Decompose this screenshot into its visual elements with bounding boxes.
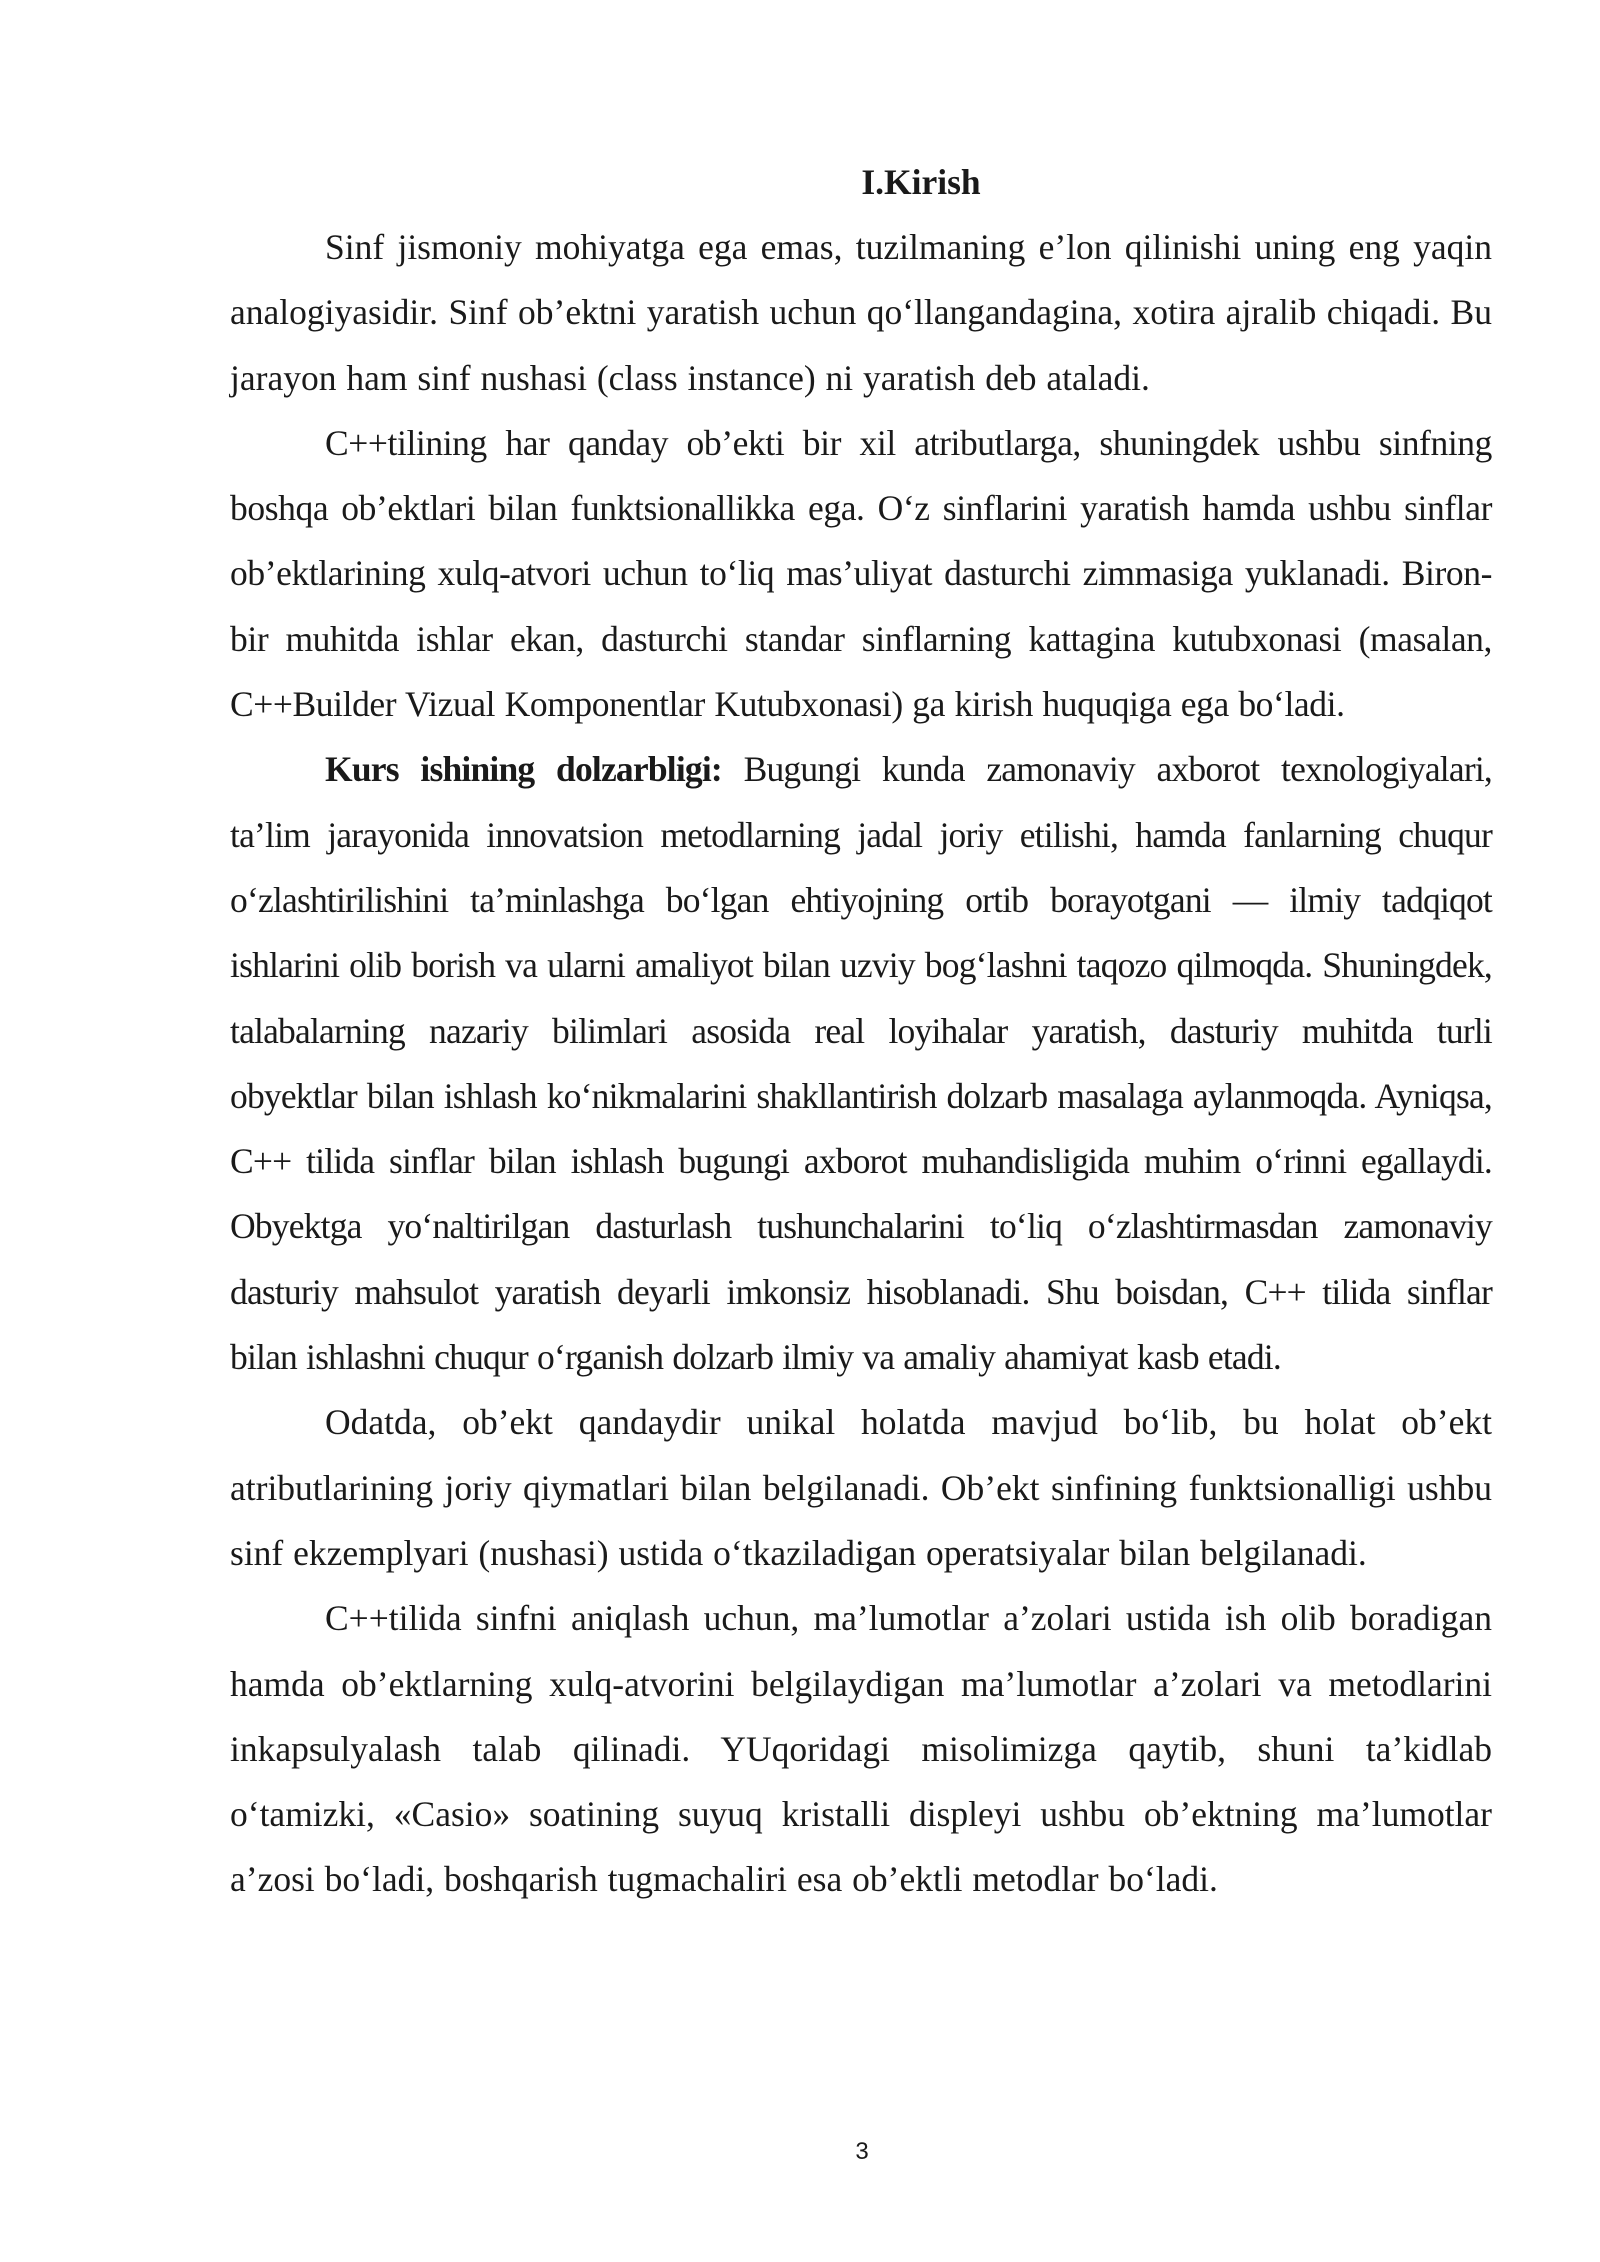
- relevance-text: Bugungi kunda zamonaviy axborot texnologiyalari, ta’lim jarayonida innovatsion metodlarning jadal joriy etilishi, hamda fanlarning chuqur o‘zlashtirilishini ta’minlashga bo‘lgan ehtiyojning ortib borayotgani — ilmiy tadqiqot ishlarini olib borish va ularni amaliyot bilan uzviy bog‘lashni taqozo qilmoqda. Shuningdek, talabalarning nazariy bilimlari asosida real loyihalar yaratish, dasturiy muhitda turli obyektlar bilan ishlash ko‘nikmalarini shakllantirish dolzarb masalaga aylanmoqda. Ayniqsa, C++ tilida sinflar bilan ishlash bugungi axborot muhandisligida muhim o‘rinni egallaydi. Obyektga yo‘naltirilgan dasturlash tushunchalarini to‘liq o‘zlashtirmasdan zamonaviy dasturiy mahsulot yaratish deyarli imkonsiz hisoblanadi. Shu boisdan, C++ tilida sinflar bilan ishlashni chuqur o‘rganish dolzarb ilmiy va amaliy ahamiyat kasb etadi.: [230, 749, 1492, 1378]
- paragraph-cpp-objects: C++tilining har qanday ob’ekti bir xil atributlarga, shuningdek ushbu sinfning boshqa ob’ektlari bilan funktsionallikka ega. O‘z sinflarini yaratish hamda ushbu sinflar ob’ektlarining xulq-atvori uchun to‘liq mas’uliyat dasturchi zimmasiga yuklanadi. Biron-bir muhitda ishlar ekan, dasturchi standar sinflarning kattagina kutubxonasi (masalan, C++Builder Vizual Komponentlar Kutubxonasi) ga kirish huquqiga ega bo‘ladi.: [230, 422, 1492, 725]
- paragraph-intro: Sinf jismoniy mohiyatga ega emas, tuzilmaning e’lon qilinishi uning eng yaqin analogiyasidir. Sinf ob’ektni yaratish uchun qo‘llangandagina, xotira ajralib chiqadi. Bu jarayon ham sinf nushasi (class instance) ni yaratish deb ataladi.: [230, 227, 1492, 398]
- relevance-label: Kurs ishining dolzarbligi:: [325, 749, 722, 790]
- document-body: [230, 150, 1492, 1913]
- paragraph-relevance: [230, 737, 1492, 1390]
- section-heading: I.Kirish: [861, 162, 981, 202]
- paragraph-object-state: Odatda, ob’ekt qandaydir unikal holatda mavjud bo‘lib, bu holat ob’ekt atributlarining joriy qiymatlari bilan belgilanadi. Ob’ekt sinfining funktsionalligi ushbu sinf ekzemplyari (nushasi) ustida o‘tkaziladigan operatsiyalar bilan belgilanadi.: [230, 1402, 1492, 1573]
- paragraph-class-definition: C++tilida sinfni aniqlash uchun, ma’lumotlar a’zolari ustida ish olib boradigan hamda ob’ektlarning xulq-atvorini belgilaydigan ma’lumotlar a’zolari va metodlarini inkapsulyalash talab qilinadi. YUqoridagi misolimizga qaytib, shuni ta’kidlab o‘tamizki, «Casio» soatining suyuq kristalli displeyi ushbu ob’ektning ma’lumotlar a’zosi bo‘ladi, boshqarish tugmachaliri esa ob’ektli metodlar bo‘ladi.: [230, 1598, 1492, 1900]
- page-number: 3: [855, 2138, 869, 2165]
